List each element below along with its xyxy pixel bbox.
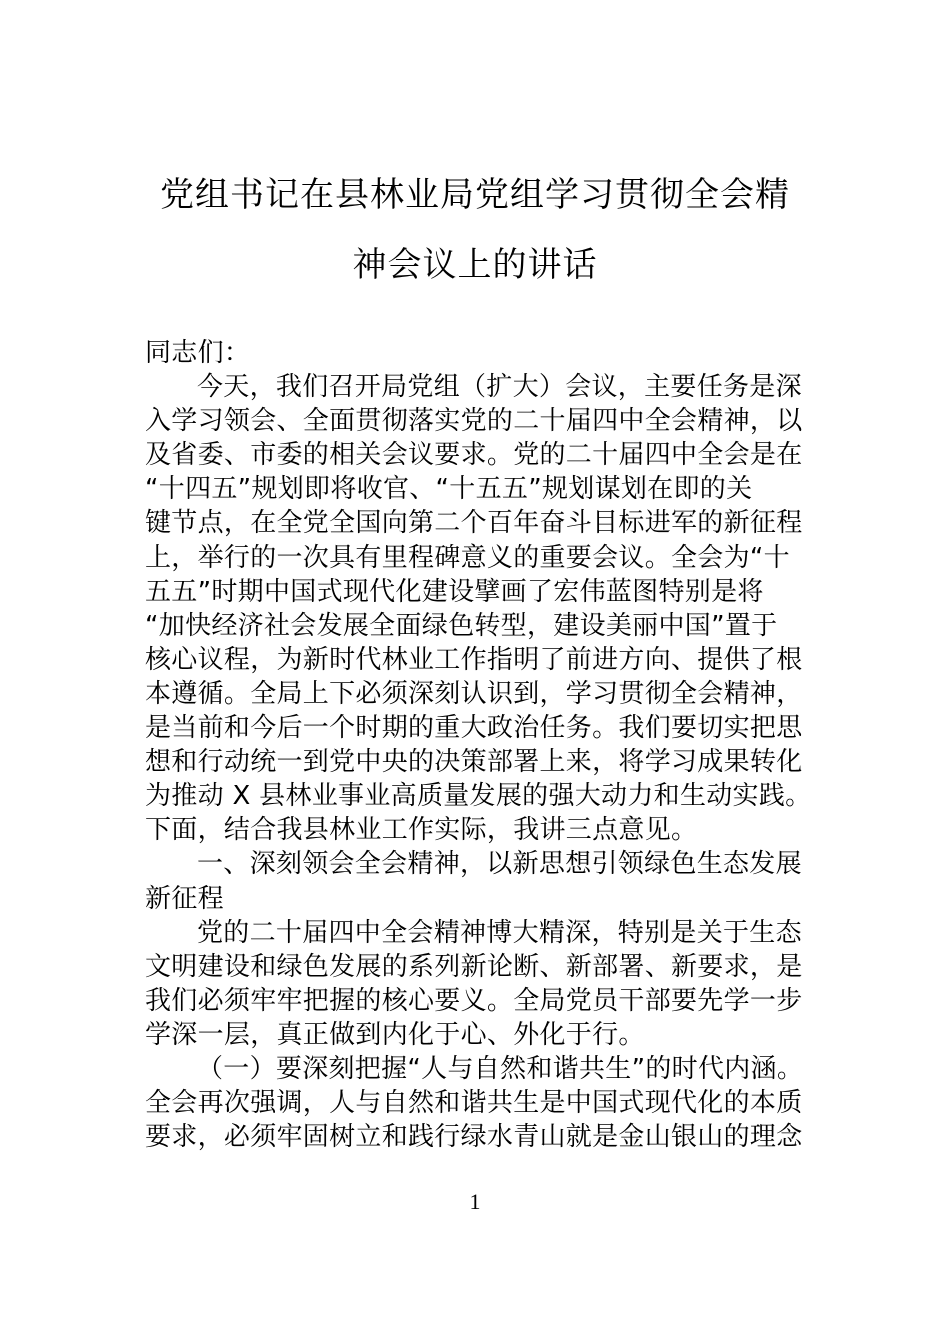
- paragraph-line: 及省委、市委的相关会议要求。党的二十届四中全会是在: [145, 440, 803, 471]
- document-body: [145, 336, 825, 1154]
- document-title-line-1: 党组书记在县林业局党组学习贯彻全会精: [160, 175, 790, 215]
- paragraph-line: 为推动 X 县林业事业高质量发展的强大动力和生动实践。: [145, 781, 812, 812]
- paragraph-line: 五五”时期中国式现代化建设擘画了宏伟蓝图特别是将: [145, 576, 764, 607]
- page-number: 1: [469, 1189, 481, 1214]
- paragraph-line: 全会再次强调，人与自然和谐共生是中国式现代化的本质: [145, 1088, 803, 1119]
- subsection-heading-line: （一）要深刻把握“人与自然和谐共生”的时代内涵。: [197, 1053, 804, 1084]
- paragraph-line: 学深一层，真正做到内化于心、外化于行。: [145, 1019, 645, 1050]
- paragraph-line: 键节点，在全党全国向第二个百年奋斗目标进军的新征程: [145, 508, 803, 539]
- document-title-line-2: 神会议上的讲话: [352, 245, 598, 285]
- paragraph-line: 党的二十届四中全会精神博大精深，特别是关于生态: [197, 917, 802, 948]
- paragraph-line: 要求，必须牢固树立和践行绿水青山就是金山银山的理念: [145, 1122, 803, 1153]
- paragraph-line: 想和行动统一到党中央的决策部署上来，将学习成果转化: [145, 747, 803, 778]
- paragraph-line: 上，举行的一次具有里程碑意义的重要会议。全会为“十: [145, 542, 790, 573]
- paragraph-line: “加快经济社会发展全面绿色转型，建设美丽中国”置于: [145, 610, 778, 641]
- salutation: 同志们：: [145, 338, 251, 368]
- section-heading-line: 一、深刻领会全会精神，以新思想引领绿色生态发展: [197, 849, 802, 880]
- paragraph-line: 今天，我们召开局党组（扩大）会议，主要任务是深: [197, 372, 802, 403]
- paragraph-line: 本遵循。全局上下必须深刻认识到，学习贯彻全会精神，: [145, 678, 803, 709]
- paragraph-line: 下面，结合我县林业工作实际，我讲三点意见。: [145, 815, 698, 846]
- paragraph-line: 入学习领会、全面贯彻落实党的二十届四中全会精神，以: [145, 406, 803, 437]
- paragraph-line: 文明建设和绿色发展的系列新论断、新部署、新要求，是: [145, 951, 803, 982]
- paragraph-line: 核心议程，为新时代林业工作指明了前进方向、提供了根: [145, 644, 803, 675]
- paragraph-line: 是当前和今后一个时期的重大政治任务。我们要切实把思: [145, 713, 803, 744]
- paragraph-line: “十四五”规划即将收官、“十五五”规划谋划在即的关: [145, 474, 753, 505]
- section-heading-line: 新征程: [145, 883, 224, 914]
- paragraph-line: 我们必须牢牢把握的核心要义。全局党员干部要先学一步: [145, 985, 803, 1016]
